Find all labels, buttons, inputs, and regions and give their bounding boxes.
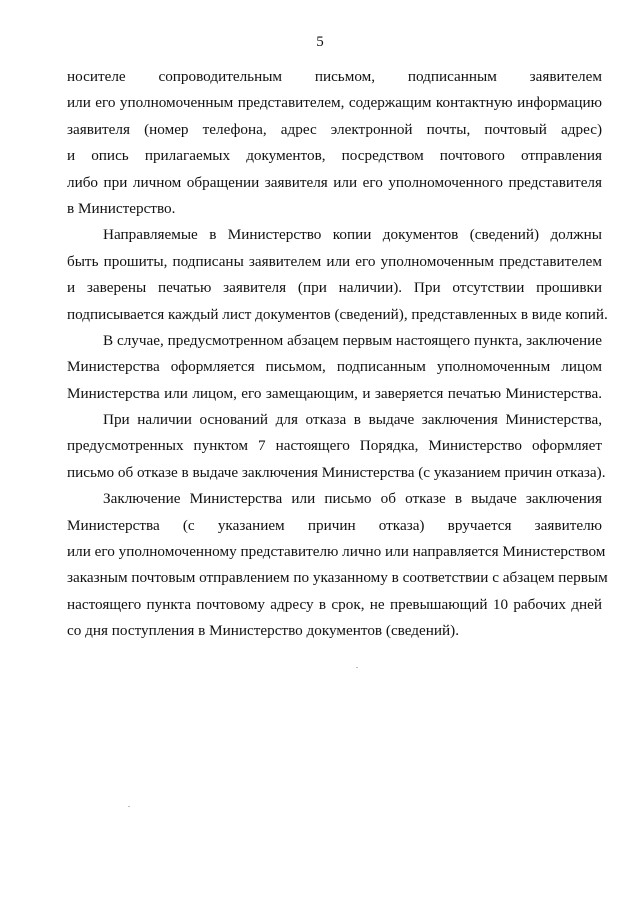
text-line: и заверены печатью заявителя (при наличии). При отсутствии прошивки — [67, 279, 602, 297]
text-line: быть прошиты, подписаны заявителем или его уполномоченным представителем — [67, 252, 602, 270]
text-line: в Министерство. — [67, 199, 176, 217]
text-line: или его уполномоченным представителем, содержащим контактную информацию — [67, 94, 602, 112]
text-line: Министерства оформляется письмом, подписанным уполномоченным лицом — [67, 358, 602, 376]
text-line: предусмотренных пунктом 7 настоящего Порядка, Министерство оформляет — [67, 437, 602, 455]
text-line: носителе сопроводительным письмом, подписанным заявителем — [67, 68, 602, 85]
text-line: Направляемые в Министерство копии документов (сведений) должны — [103, 226, 602, 244]
page-number: 5 — [316, 34, 324, 50]
text-line: В случае, предусмотренном абзацем первым настоящего пункта, заключение — [103, 331, 602, 349]
text-line: подписывается каждый лист документов (сведений), представленных в виде копий. — [67, 305, 608, 323]
text-line: Министерства (с указанием причин отказа) вручается заявителю — [67, 516, 602, 534]
text-line: либо при личном обращении заявителя или его уполномоченного представителя — [67, 173, 602, 191]
text-line: письмо об отказе в выдаче заключения Министерства (с указанием причин отказа). — [67, 463, 606, 481]
text-line: настоящего пункта почтовому адресу в срок, не превышающий 10 рабочих дней — [67, 595, 602, 613]
scan-speck — [128, 806, 130, 807]
text-line: При наличии оснований для отказа в выдаче заключения Министерства, — [103, 411, 602, 429]
scan-speck — [356, 667, 358, 668]
text-line: Министерства или лицом, его замещающим, и заверяется печатью Министерства. — [67, 384, 602, 402]
text-line: со дня поступления в Министерство документов (сведений). — [67, 622, 460, 640]
text-line: и опись прилагаемых документов, посредством почтового отправления — [67, 147, 602, 165]
text-line: или его уполномоченному представителю лично или направляется Министерством — [67, 543, 606, 561]
text-line: Заключение Министерства или письмо об отказе в выдаче заключения — [103, 490, 602, 508]
text-line: заказным почтовым отправлением по указанному в соответствии с абзацем первым — [67, 569, 608, 587]
document-body — [67, 64, 608, 645]
text-line: заявителя (номер телефона, адрес электронной почты, почтовый адрес) — [67, 120, 602, 138]
